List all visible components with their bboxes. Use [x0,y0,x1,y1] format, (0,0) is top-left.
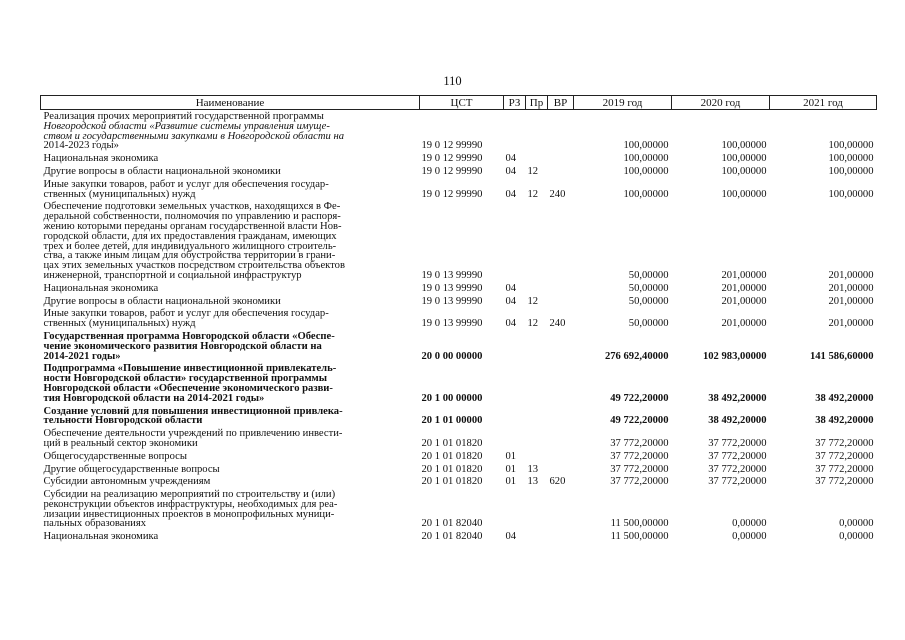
row-2020: 37 772,20000 [708,450,767,462]
row-name [41,362,420,404]
row-name-line: 2014-2021 годы» [43,350,121,362]
table-body [41,110,877,544]
row-rz [504,330,526,362]
row-vr [548,450,574,463]
row-rz: 04 [505,165,517,177]
row-vr: 620 [549,476,566,488]
row-pr [526,330,548,362]
row-2021: 100,00000 [828,165,874,177]
row-name-line: Обеспечение подготовки земельных участков, находящихся в Фе- [43,201,341,213]
table-row [41,200,877,281]
header-2020: 2020 год [672,96,770,110]
row-vr [548,165,574,178]
row-vr [548,405,574,428]
row-2020: 38 492,20000 [708,415,767,427]
row-name-line: цах этих земельных участков посредством строительства объектов [43,260,345,272]
row-2019: 100,00000 [623,165,669,177]
row-cst: 19 0 13 99990 [421,295,483,307]
row-2019: 100,00000 [623,140,669,152]
row-2019: 276 692,40000 [604,350,669,362]
row-2021: 37 772,20000 [815,450,874,462]
table-row [41,450,877,463]
table-row [41,463,877,476]
header-name: Наименование [41,96,420,110]
row-name [41,330,420,362]
row-name-line: Общегосударственные вопросы [43,450,187,462]
row-pr: 12 [527,165,539,177]
row-cst: 20 1 01 01820 [421,450,483,462]
row-2019: 11 500,00000 [610,531,669,543]
row-2021: 0,00000 [839,518,874,530]
row-2021: 141 586,60000 [809,350,874,362]
row-rz: 04 [505,282,517,294]
row-name [41,200,420,281]
row-2020: 37 772,20000 [708,437,767,449]
row-name-line: Другие вопросы в области национальной экономики [43,295,281,307]
row-name-line: ций в реальный сектор экономики [43,437,198,449]
table-row [41,307,877,330]
row-cst: 20 1 01 01820 [421,463,483,475]
row-2019: 50,00000 [628,269,669,281]
row-vr [548,530,574,543]
row-name-line: пальных образованиях [43,518,146,530]
row-cst: 19 0 12 99990 [421,153,483,165]
row-rz [504,362,526,404]
row-2019: 50,00000 [628,318,669,330]
row-name-line: ства, а также иным лицам для обустройства территории в грани- [43,250,336,262]
row-2021: 201,00000 [828,282,874,294]
row-name-line: Обеспечение деятельности учреждений по привлечению инвести- [43,428,343,440]
row-2021: 201,00000 [828,269,874,281]
table-row [41,475,877,488]
row-rz: 04 [505,188,517,200]
row-name [41,463,420,476]
row-rz [504,427,526,450]
row-rz [504,200,526,281]
row-2021: 100,00000 [828,140,874,152]
row-name-line: Другие общегосударственные вопросы [43,463,220,475]
row-2021: 100,00000 [828,188,874,200]
row-2020: 38 492,20000 [708,392,767,404]
row-pr [526,488,548,530]
row-name-line: Государственная программа Новгородской области «Обеспе- [43,330,335,342]
row-pr [526,450,548,463]
table-row [41,427,877,450]
row-rz [504,488,526,530]
row-rz: 04 [505,318,517,330]
row-name-line: Иные закупки товаров, работ и услуг для обеспечения государ- [43,178,329,190]
row-pr: 12 [527,318,539,330]
row-2020: 100,00000 [721,140,767,152]
row-2021: 37 772,20000 [815,476,874,488]
row-name-line: трех и более детей, для индивидуального жилищного строитель- [43,240,337,252]
row-2020: 102 983,00000 [702,350,767,362]
row-name-line: Создание условий для повышения инвестиционной привлека- [43,405,343,417]
table-row [41,362,877,404]
row-name-line: тельности Новгородской области [43,415,203,427]
row-2021: 38 492,20000 [815,415,874,427]
row-pr [526,152,548,165]
header-pr: Пр [526,96,548,110]
row-vr [548,282,574,295]
row-2020: 201,00000 [721,282,767,294]
row-name-line: Новгородской области «Развитие системы управления имуще- [43,120,330,132]
row-cst: 19 0 13 99990 [421,282,483,294]
row-name-line: тия Новгородской области на 2014-2021 годы» [43,392,265,404]
row-name-line: ственных (муниципальных) нужд [43,318,196,330]
table-row [41,295,877,308]
row-name [41,530,420,543]
row-vr [548,295,574,308]
row-2020: 37 772,20000 [708,463,767,475]
row-rz: 01 [505,476,517,488]
row-pr [526,427,548,450]
row-name-line: жению которыми переданы органам государственной власти Нов- [43,220,342,232]
table-row [41,530,877,543]
row-cst: 19 0 12 99990 [421,165,483,177]
row-name-line: Подпрограмма «Повышение инвестиционной привлекатель- [43,363,337,375]
row-rz: 01 [505,450,517,462]
row-name-line: Другие вопросы в области национальной экономики [43,165,281,177]
row-rz: 04 [505,295,517,307]
row-name-line: Новгородской области «Обеспечение экономического разви- [43,382,333,394]
row-name [41,405,420,428]
row-2021: 0,00000 [839,531,874,543]
row-pr [526,282,548,295]
table-row [41,152,877,165]
row-2020: 201,00000 [721,295,767,307]
row-cst: 20 1 01 82040 [421,531,483,543]
row-vr [548,152,574,165]
row-rz: 01 [505,463,517,475]
row-pr [526,362,548,404]
row-name-line: ности Новгородской области» государственной программы [43,373,328,385]
row-2019: 11 500,00000 [610,518,669,530]
header-cst: ЦСТ [420,96,504,110]
row-vr [548,463,574,476]
row-rz [504,405,526,428]
row-name-line: чение экономического развития Новгородской области на [43,340,322,352]
table-row [41,165,877,178]
row-2020: 100,00000 [721,188,767,200]
row-name-line: городской области, для их предоставления гражданам, имеющих [43,230,337,242]
table-row [41,405,877,428]
row-name [41,450,420,463]
row-pr [526,405,548,428]
row-vr [548,330,574,362]
row-name-line: Национальная экономика [43,282,159,294]
row-2020: 201,00000 [721,269,767,281]
row-cst: 20 1 01 82040 [421,518,483,530]
row-2019: 37 772,20000 [610,476,669,488]
row-cst: 19 0 12 99990 [421,140,483,152]
row-vr [548,110,574,153]
row-name-line: 2014-2023 годы» [43,140,119,152]
row-name [41,427,420,450]
row-2021: 201,00000 [828,295,874,307]
table-header [41,96,877,110]
row-pr [526,530,548,543]
row-name-line: Национальная экономика [43,153,159,165]
row-pr: 12 [527,295,539,307]
row-2019: 37 772,20000 [610,450,669,462]
row-pr: 13 [527,463,539,475]
table-row [41,330,877,362]
row-cst: 20 1 01 01820 [421,476,483,488]
row-2021: 201,00000 [828,318,874,330]
row-name-line: Национальная экономика [43,531,159,543]
table-row [41,110,877,153]
row-2019: 37 772,20000 [610,463,669,475]
row-name-line: деральной собственности, полномочия по управлению и распоря- [43,211,341,223]
header-2019: 2019 год [574,96,672,110]
row-vr: 240 [549,318,566,330]
row-name [41,475,420,488]
row-name-line: Реализация прочих мероприятий государственной программы [43,111,324,122]
row-2019: 100,00000 [623,188,669,200]
row-2019: 37 772,20000 [610,437,669,449]
row-2021: 37 772,20000 [815,437,874,449]
row-2020: 37 772,20000 [708,476,767,488]
row-pr: 13 [527,476,539,488]
row-cst: 20 1 00 00000 [421,392,483,404]
row-name-line: инженерной, транспортной и социальной инфраструктур [43,269,302,281]
row-vr [548,488,574,530]
header-vr: ВР [548,96,574,110]
row-name [41,152,420,165]
row-name-line: лизации инвестиционных проектов в монопрофильных муници- [43,508,335,520]
table-row [41,178,877,201]
row-2020: 100,00000 [721,153,767,165]
table-row [41,488,877,530]
row-cst: 20 0 00 00000 [421,350,483,362]
row-vr [548,362,574,404]
row-name [41,178,420,201]
row-2019: 100,00000 [623,153,669,165]
row-rz: 04 [505,531,517,543]
row-vr [548,200,574,281]
row-name-line: ством и государственными закупками в Новгородской области на [43,130,345,142]
row-2020: 0,00000 [732,518,767,530]
row-cst: 20 1 01 01820 [421,437,483,449]
row-name-line: Иные закупки товаров, работ и услуг для обеспечения государ- [43,308,329,320]
row-pr [526,200,548,281]
row-cst: 19 0 12 99990 [421,188,483,200]
row-2019: 49 722,20000 [610,415,669,427]
row-2020: 0,00000 [732,531,767,543]
row-rz [504,110,526,153]
row-name [41,282,420,295]
row-pr [526,110,548,153]
row-name [41,110,420,153]
row-name-line: Субсидии на реализацию мероприятий по строительству и (или) [43,489,336,501]
row-2019: 50,00000 [628,295,669,307]
header-2021: 2021 год [770,96,877,110]
page-number: 110 [443,74,462,88]
row-2020: 100,00000 [721,165,767,177]
budget-table [40,95,877,543]
row-2021: 37 772,20000 [815,463,874,475]
row-pr: 12 [527,188,539,200]
table-row [41,282,877,295]
row-2021: 100,00000 [828,153,874,165]
row-cst: 19 0 13 99990 [421,269,483,281]
row-name-line: Субсидии автономным учреждениям [43,476,211,488]
row-name [41,165,420,178]
header-rz: РЗ [504,96,526,110]
row-2021: 38 492,20000 [815,392,874,404]
row-name [41,488,420,530]
row-vr [548,427,574,450]
row-name [41,307,420,330]
row-name-line: реконструкции объектов инфраструктуры, необходимых для реа- [43,498,338,510]
row-2019: 49 722,20000 [610,392,669,404]
row-cst: 20 1 01 00000 [421,415,483,427]
row-rz: 04 [505,153,517,165]
row-2020: 201,00000 [721,318,767,330]
row-name-line: ственных (муниципальных) нужд [43,188,196,200]
row-cst: 19 0 13 99990 [421,318,483,330]
row-name [41,295,420,308]
row-vr: 240 [549,188,566,200]
row-2019: 50,00000 [628,282,669,294]
